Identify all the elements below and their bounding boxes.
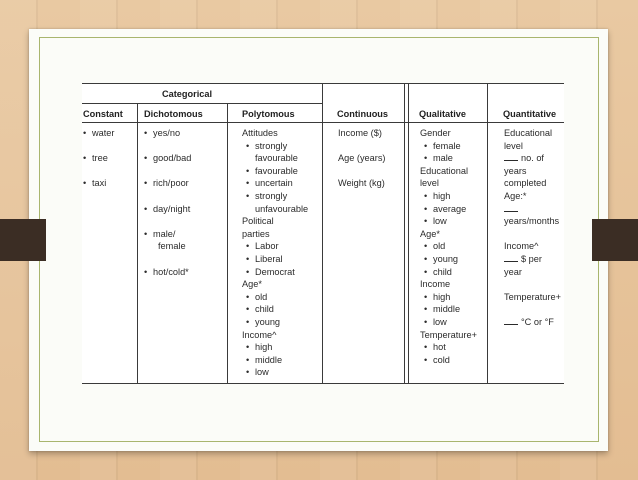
list-item: • middle [242,354,308,367]
list-item: • hot [420,341,477,354]
list-item: • old [242,291,308,304]
list-item: completed [504,178,547,189]
list-heading: Age* [420,228,440,239]
list-heading: Income [420,279,451,290]
list-heading: parties [242,228,270,239]
table-top-rule [82,83,564,84]
header-rule [82,122,564,123]
header-continuous: Continuous [337,109,389,119]
list-item: no. of [521,153,544,164]
blank-line [504,204,518,212]
table-bottom-rule [82,383,564,384]
list-item: • yes/no [144,127,191,140]
list-item: • water [83,127,114,140]
list-item: unfavourable [255,203,309,214]
list-item: • young [242,316,308,329]
col-divider-4a [404,83,405,384]
list-item: • taxi [83,177,114,190]
continuous-column [338,127,386,190]
list-item: • strongly [242,140,308,153]
header-constant: Constant [83,109,123,119]
categorical-underline [82,103,322,104]
list-item: • hot/cold* [144,266,191,279]
list-item: • Liberal [242,253,308,266]
list-item: • day/night [144,203,191,216]
list-item: • young [420,253,477,266]
col-divider-2 [227,103,228,384]
blank-line [504,254,518,262]
constant-column [83,127,114,190]
list-item: • rich/poor [144,177,191,190]
list-item: • low [420,316,477,329]
list-heading: Age* [242,279,262,290]
col-divider-4b [408,83,409,384]
list-item: • low [420,215,477,228]
list-item: • Democrat [242,266,308,279]
list-item: years/months [504,216,560,227]
list-item: • low [242,366,308,379]
list-heading: Income^ [504,241,539,252]
list-item: • old [420,240,477,253]
list-item: • tree [83,152,114,165]
blank-line [504,317,518,325]
list-heading: Political [242,216,274,227]
list-item: favourable [255,153,298,164]
list-item: • high [242,341,308,354]
list-heading: Temperature+ [504,291,561,302]
variable-types-table [82,83,564,384]
list-heading: Temperature+ [420,329,477,340]
quantitative-column [504,127,561,329]
polytomous-column [242,127,308,379]
list-heading: Educational [504,128,553,138]
list-heading: level [420,178,439,189]
list-item: year [504,266,522,277]
list-item: °C or °F [521,316,554,327]
list-heading: level [504,140,523,151]
list-item: • high [420,190,477,203]
list-item: Income ($) [338,128,382,138]
list-item: • male/ [144,228,191,241]
col-divider-3 [322,83,323,384]
list-item: • high [420,291,477,304]
dichotomous-column [144,127,191,278]
list-item: Weight (kg) [338,178,385,189]
list-item: years [504,165,527,176]
list-heading: Educational [420,165,469,176]
list-item: $ per [521,253,542,264]
header-dichotomous: Dichotomous [144,109,203,119]
header-polytomous: Polytomous [242,109,295,119]
qualitative-column [420,127,477,366]
list-item: • male [420,152,477,165]
list-item: • uncertain [242,177,308,190]
header-categorical: Categorical [162,89,213,99]
list-item: Age (years) [338,153,386,164]
list-item: • female [420,140,477,153]
col-divider-5 [487,83,488,384]
list-heading: Income^ [242,329,277,340]
list-heading: Gender [420,128,451,138]
left-edge-tab [0,219,46,261]
col-divider-1 [137,103,138,384]
list-item: • Labor [242,240,308,253]
list-item: • good/bad [144,152,191,165]
list-item: • middle [420,303,477,316]
header-quantitative: Quantitative [503,109,557,119]
list-item: • child [242,303,308,316]
list-item: female [158,241,186,252]
list-item: • average [420,203,477,216]
list-heading: Attitudes [242,128,278,138]
list-heading: Age:* [504,190,527,201]
list-item: • cold [420,354,477,367]
list-item: • child [420,266,477,279]
blank-line [504,153,518,161]
list-item: • favourable [242,165,308,178]
header-qualitative: Qualitative [419,109,466,119]
right-edge-tab [592,219,638,261]
list-item: • strongly [242,190,308,203]
